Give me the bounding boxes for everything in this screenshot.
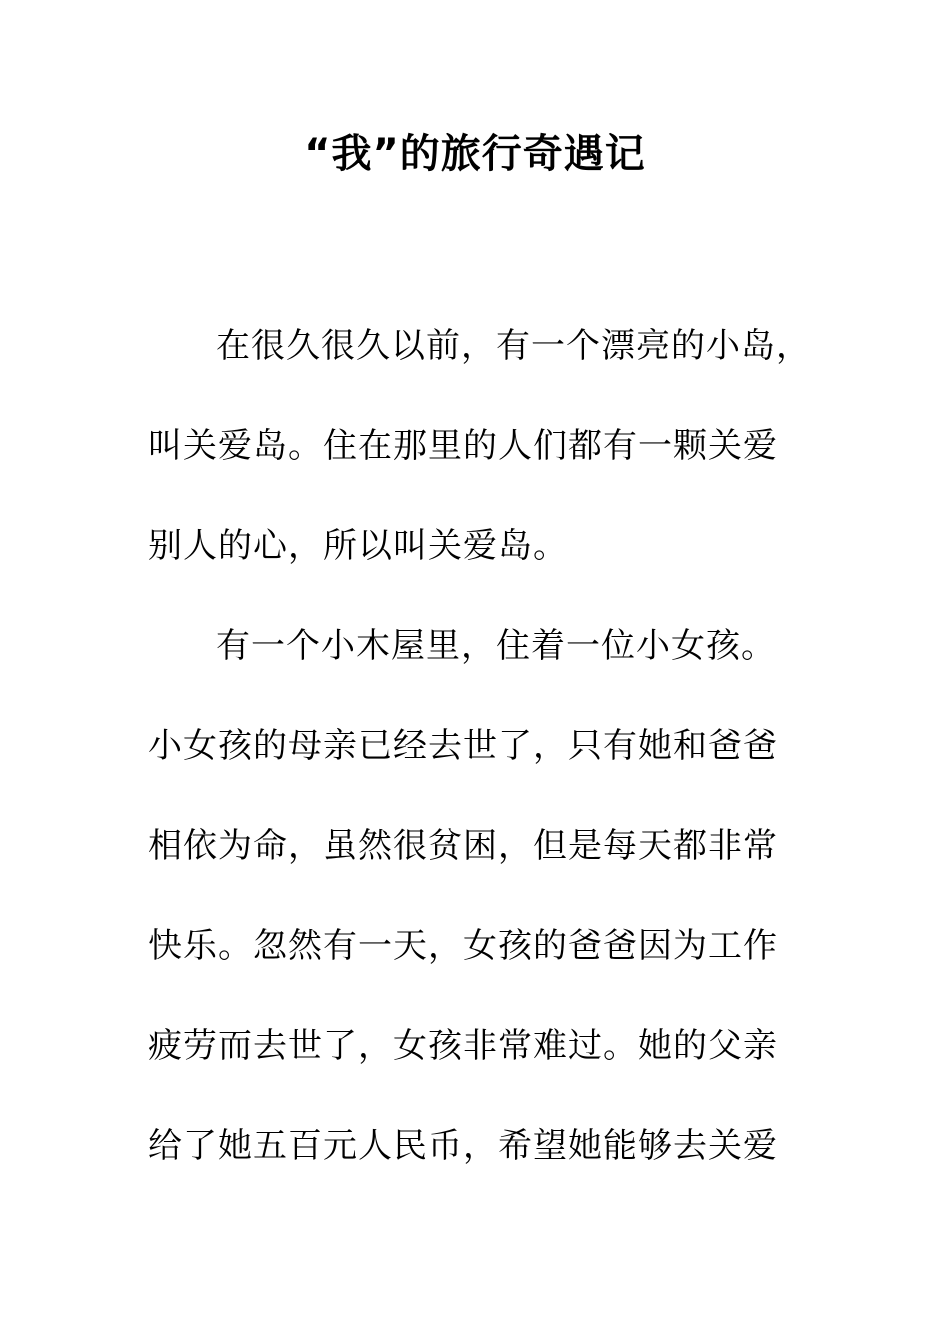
document-title: “我”的旅行奇遇记 bbox=[304, 131, 646, 177]
paragraph-2-line-3: 相依为命，虽然很贫困，但是每天都非常 bbox=[148, 826, 778, 866]
paragraph-1-line-1: 在很久很久以前，有一个漂亮的小岛， bbox=[216, 326, 811, 366]
document-body bbox=[148, 296, 828, 1196]
paragraph-1-line-2: 叫关爱岛。住在那里的人们都有一颗关爱 bbox=[148, 426, 778, 466]
paragraph-2-line-5: 疲劳而去世了，女孩非常难过。她的父亲 bbox=[148, 1026, 778, 1066]
paragraph-1-line-3: 别人的心，所以叫关爱岛。 bbox=[148, 526, 568, 566]
paragraph-2-line-4: 快乐。忽然有一天，女孩的爸爸因为工作 bbox=[148, 926, 778, 966]
paragraph-2-line-2: 小女孩的母亲已经去世了，只有她和爸爸 bbox=[148, 726, 778, 766]
paragraph-2-line-6: 给了她五百元人民币，希望她能够去关爱 bbox=[148, 1126, 778, 1166]
paragraph-2-line-1: 有一个小木屋里，住着一位小女孩。 bbox=[216, 626, 776, 666]
